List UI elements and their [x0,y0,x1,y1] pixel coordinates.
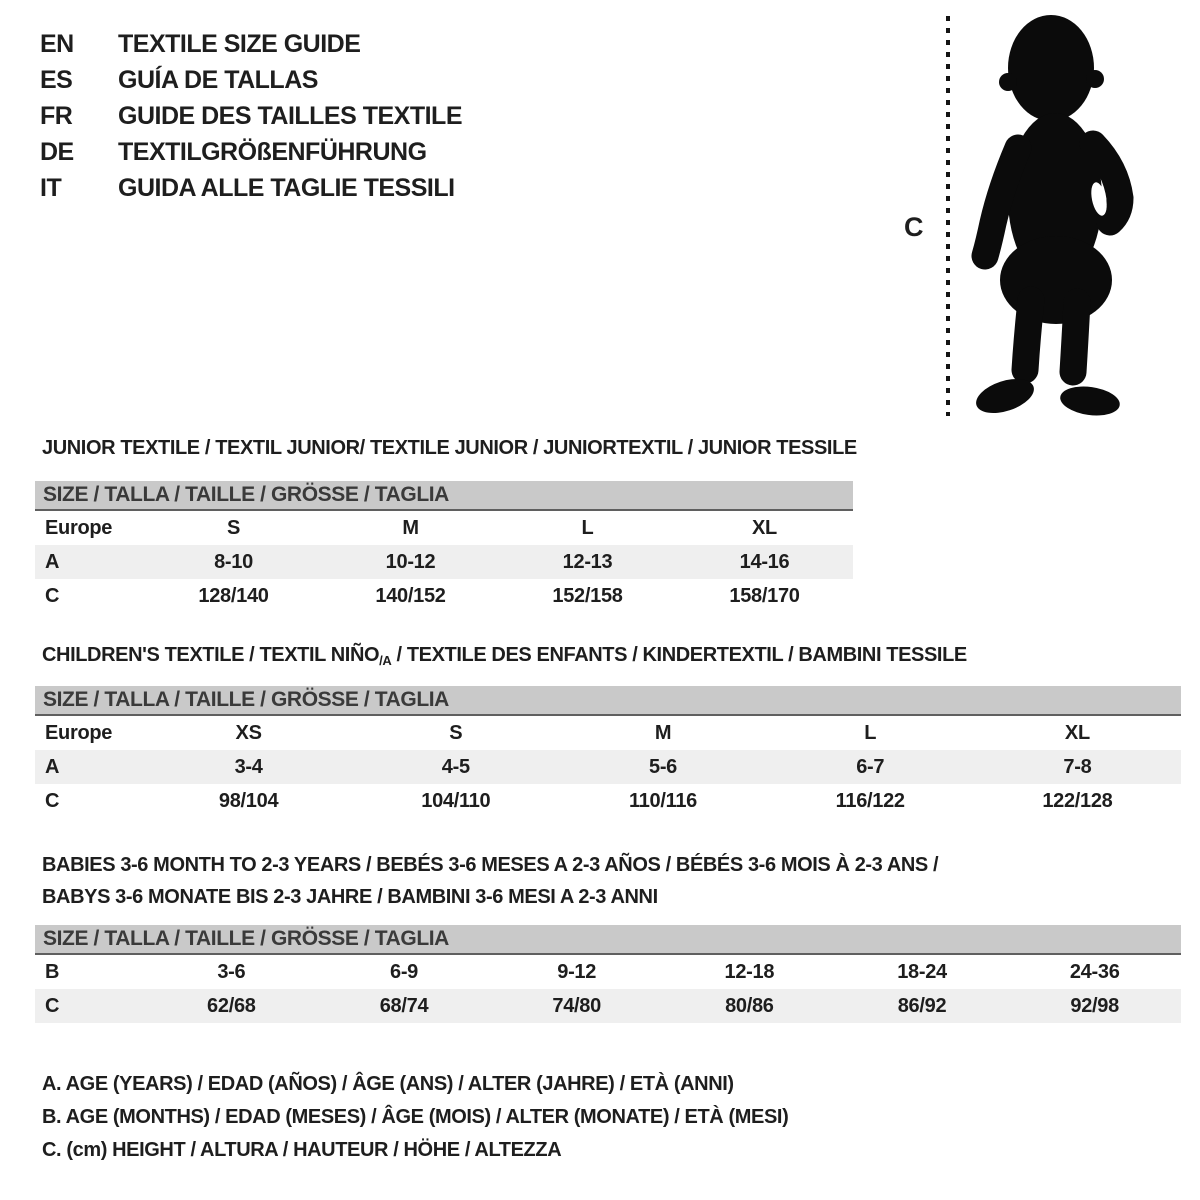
row-label: Europe [45,722,113,744]
row-label: A [45,551,60,573]
language-code: IT [40,173,62,202]
size-header-bar: SIZE / TALLA / TAILLE / GRÖSSE / TAGLIA [35,481,853,511]
legend-line-b: B. AGE (MONTHS) / EDAD (MESES) / ÂGE (MOIS) / ALTER (MONATE) / ETÀ (MESI) [42,1106,789,1128]
size-cell: 14-16 [739,551,790,573]
size-cell: 152/158 [552,585,623,607]
section-title-babies [42,849,938,913]
table-row-c [35,579,853,613]
language-code: FR [40,101,73,130]
legend-line-c: C. (cm) HEIGHT / ALTURA / HAUTEUR / HÖHE / ALTEZZA [42,1139,562,1161]
size-cell: XS [235,722,262,744]
size-cell: XL [1064,722,1090,744]
size-cell: M [402,517,419,539]
size-cell: 122/128 [1042,790,1113,812]
size-cell: 110/116 [629,790,697,812]
table-row-europe [35,716,1181,750]
size-cell: 74/80 [552,995,601,1017]
size-cell: XL [752,517,777,539]
height-measure-label: C [904,212,924,242]
size-table-children [35,686,1181,818]
size-cell: M [654,722,672,744]
size-cell: 98/104 [218,790,279,812]
size-cell: 128/140 [198,585,269,607]
row-label: C [45,995,60,1017]
table-row-europe [35,511,853,545]
guide-title-es: GUÍA DE TALLAS [118,65,318,94]
height-measure-dashed-line-icon [944,14,952,418]
size-table-junior [35,481,853,613]
size-cell: 80/86 [725,995,774,1017]
size-header-bar: SIZE / TALLA / TAILLE / GRÖSSE / TAGLIA [35,925,1181,955]
row-label: C [45,790,60,812]
section-title-babies-line2: BABYS 3-6 MONATE BIS 2-3 JAHRE / BAMBINI 3-6 MESI A 2-3 ANNI [42,886,658,908]
table-row-b [35,955,1181,989]
section-title-junior: JUNIOR TEXTILE / TEXTIL JUNIOR/ TEXTILE JUNIOR / JUNIORTEXTIL / JUNIOR TESSILE [42,437,857,459]
language-line-it [40,170,660,206]
size-cell: 7-8 [1063,756,1092,778]
size-cell: 62/68 [207,995,256,1017]
size-cell: S [226,517,241,539]
table-row-a [35,545,853,579]
row-label: A [45,756,60,778]
size-cell: S [449,722,463,744]
size-cell: 6-9 [390,961,419,983]
size-cell: 92/98 [1070,995,1119,1017]
language-title-block [40,26,660,206]
guide-title-fr: GUIDE DES TAILLES TEXTILE [118,101,463,130]
language-code: EN [40,29,74,58]
section-title-children-pre: CHILDREN'S TEXTILE / TEXTIL NIÑO [42,644,380,666]
section-title-children [42,643,967,673]
guide-title-it: GUIDA ALLE TAGLIE TESSILI [118,173,455,202]
toddler-silhouette-icon [963,8,1141,422]
language-code: DE [40,137,74,166]
language-line-fr [40,98,660,134]
size-cell: 24-36 [1069,961,1120,983]
language-line-en [40,26,660,62]
size-cell: 8-10 [214,551,253,573]
section-title-babies-line1: BABIES 3-6 MONTH TO 2-3 YEARS / BEBÉS 3-6 MESES A 2-3 AÑOS / BÉBÉS 3-6 MOIS À 2-3 ANS / [42,854,939,876]
language-code: ES [40,65,73,94]
guide-title-en: TEXTILE SIZE GUIDE [118,29,361,58]
size-cell: 86/92 [897,995,947,1017]
section-title-children-post: / TEXTILE DES ENFANTS / KINDERTEXTIL / BAMBINI TESSILE [391,644,967,666]
section-title-children-sub: /A [379,653,392,668]
row-label: B [45,961,60,983]
table-row-a [35,750,1181,784]
size-cell: 4-5 [441,756,470,778]
language-line-es [40,62,660,98]
table-row-c [35,989,1181,1023]
row-label: C [45,585,60,607]
size-cell: 140/152 [375,585,446,607]
size-cell: 6-7 [856,756,885,778]
guide-title-de: TEXTILGRÖßENFÜHRUNG [118,137,427,166]
size-cell: 104/110 [421,790,491,812]
row-label: Europe [45,517,113,539]
size-cell: 3-4 [234,756,263,778]
size-cell: 12-18 [724,961,775,983]
language-line-de [40,134,660,170]
size-cell: 18-24 [897,961,947,983]
size-cell: 9-12 [557,961,597,983]
size-cell: 68/74 [379,995,429,1017]
legend-line-a: A. AGE (YEARS) / EDAD (AÑOS) / ÂGE (ANS) / ALTER (JAHRE) / ETÀ (ANNI) [42,1073,734,1095]
size-cell: 5-6 [649,756,678,778]
size-cell: 3-6 [217,961,246,983]
size-cell: 158/170 [729,585,800,607]
size-header-bar: SIZE / TALLA / TAILLE / GRÖSSE / TAGLIA [35,686,1181,716]
measure-legend [42,1068,788,1167]
size-cell: 12-13 [562,551,613,573]
size-cell: L [581,517,594,539]
size-cell: 10-12 [385,551,436,573]
size-table-babies [35,925,1181,1023]
size-cell: L [864,722,877,744]
size-cell: 116/122 [835,790,905,812]
table-row-c [35,784,1181,818]
